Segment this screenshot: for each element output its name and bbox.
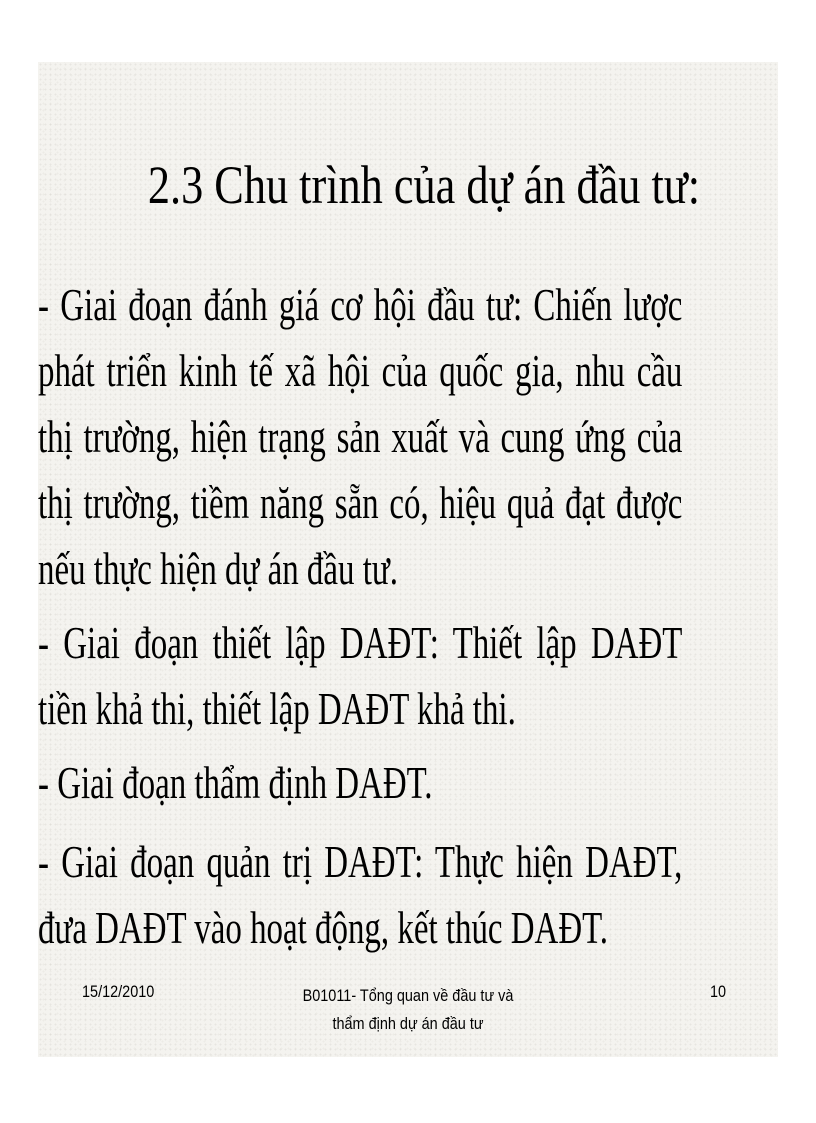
footer-course-line: B01011- Tổng quan về đầu tư và — [302, 986, 514, 1005]
footer-course-title — [272, 982, 544, 1038]
bullet-paragraph: - Giai đoạn thẩm định DAĐT. — [38, 757, 433, 808]
slide-title: 2.3 Chu trình của dự án đầu tư: — [147, 155, 701, 215]
footer-date: 15/12/2010 — [82, 982, 155, 1001]
bullet-paragraph: - Giai đoạn đánh giá cơ hội đầu tư: Chiến lược phát triển kinh tế xã hội của quốc gia, nhu cầu thị trường, hiện trạng sản xuất và cung ứng của thị trường, tiềm năng sẵn có, hiệu quả đạt được nếu thực hiện dự án đầu tư. — [38, 279, 683, 594]
slide — [38, 62, 778, 1057]
bullet-paragraph: - Giai đoạn thiết lập DAĐT: Thiết lập DAĐT tiền khả thi, thiết lập DAĐT khả thi. — [38, 617, 683, 734]
footer-course-line: thẩm định dự án đầu tư — [332, 1014, 484, 1033]
slide-body — [38, 272, 682, 969]
footer-page-number: 10 — [710, 982, 727, 1001]
bullet-paragraph: - Giai đoạn quản trị DAĐT: Thực hiện DAĐT, đưa DAĐT vào hoạt động, kết thúc DAĐT. — [38, 836, 683, 953]
